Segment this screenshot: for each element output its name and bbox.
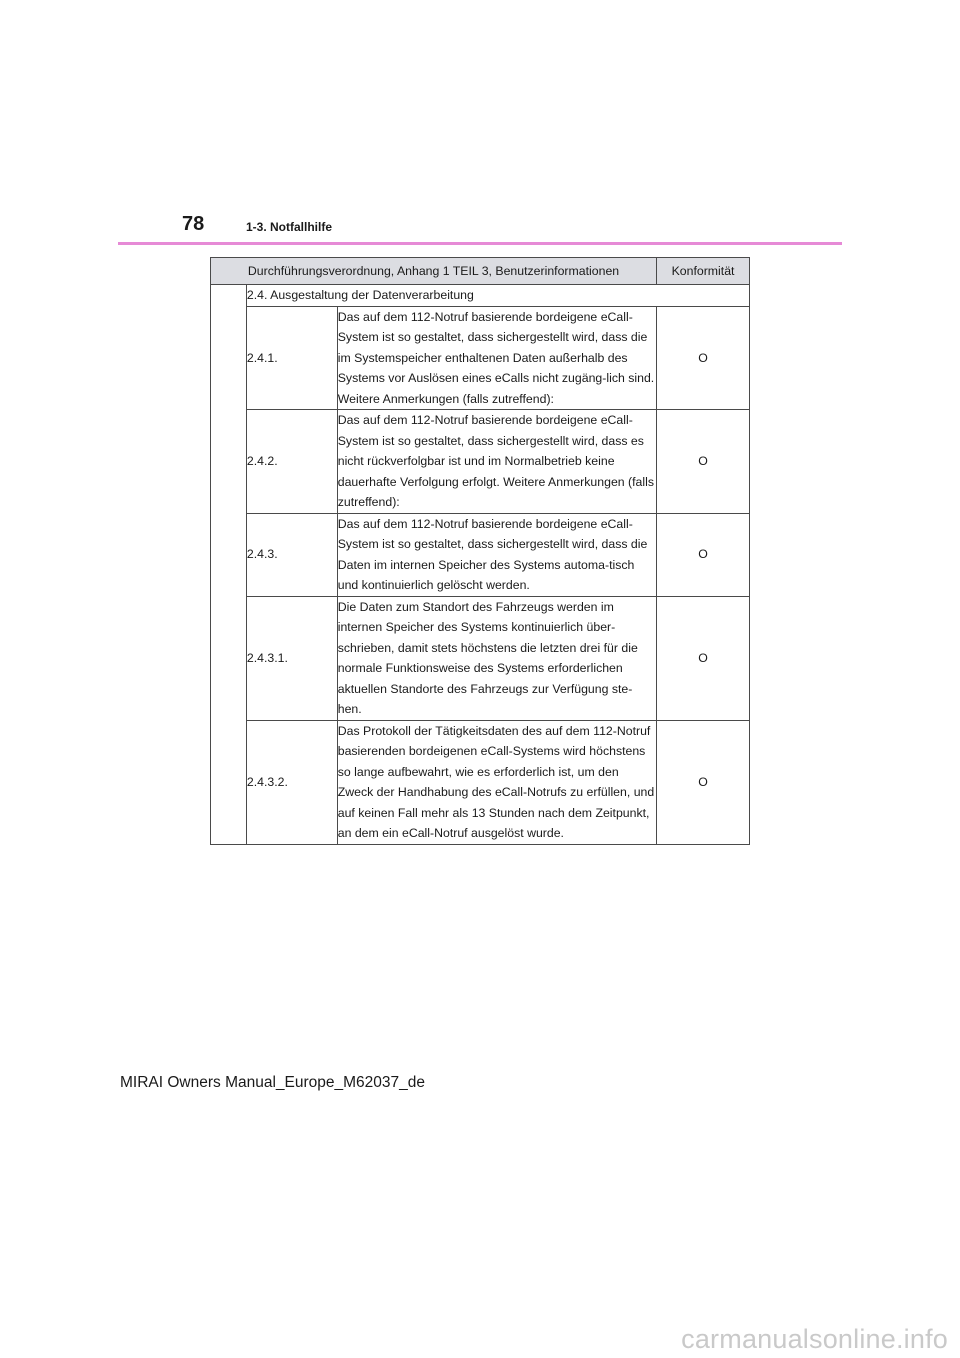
section-title: 1-3. Notfallhilfe xyxy=(246,220,333,234)
table-header-row xyxy=(211,258,750,285)
subsection-title: 2.4. Ausgestaltung der Datenverarbeitung xyxy=(246,285,749,307)
row-number: 2.4.3. xyxy=(246,513,337,596)
table-row xyxy=(211,720,750,844)
row-conformity: O xyxy=(657,720,750,844)
row-number: 2.4.1. xyxy=(246,306,337,410)
table-row xyxy=(211,410,750,514)
row-number: 2.4.3.2. xyxy=(246,720,337,844)
table-row xyxy=(211,285,750,307)
row-description: Die Daten zum Standort des Fahrzeugs werden im internen Speicher des Systems kontinuierlich über-schrieben, damit stets höchstens die letzten drei für die normale Funktionsweise des Systems erforderlichen aktuellen Standorte des Fahrzeugs zur Verfügung ste-hen. xyxy=(337,596,656,720)
table-indent-cell xyxy=(211,285,247,845)
table-header-conformity: Konformität xyxy=(657,258,750,285)
page-number: 78 xyxy=(182,213,205,235)
table-row xyxy=(211,596,750,720)
table-row xyxy=(211,513,750,596)
row-conformity: O xyxy=(657,513,750,596)
row-description: Das auf dem 112-Notruf basierende bordeigene eCall-System ist so gestaltet, dass sichergestellt wird, dass die Daten im internen Speicher des Systems automa-tisch und kontinuierlich gelöscht werden. xyxy=(337,513,656,596)
footer-manual-name: MIRAI Owners Manual_Europe_M62037_de xyxy=(120,1074,426,1091)
table-header-regulation: Durchführungsverordnung, Anhang 1 TEIL 3, Benutzerinformationen xyxy=(211,258,657,285)
header-divider xyxy=(118,242,842,245)
regulation-table xyxy=(210,257,750,845)
row-description: Das auf dem 112-Notruf basierende bordeigene eCall-System ist so gestaltet, dass sichergestellt wird, dass es nicht rückverfolgbar ist und im Normalbetrieb keine dauerhafte Verfolgung erfolgt. Weitere Anmerkungen (falls zutreffend): xyxy=(337,410,656,514)
watermark-logo: carmanualsonline.info xyxy=(681,1324,948,1354)
table-row xyxy=(211,306,750,410)
row-description: Das Protokoll der Tätigkeitsdaten des auf dem 112-Notruf basierenden bordeigenen eCall-Systems wird höchstens so lange aufbewahrt, wie es erforderlich ist, um den Zweck der Handhabung des eCall-Notrufs zu erfüllen, und auf keinen Fall mehr als 13 Stunden nach dem Zeitpunkt, an dem ein eCall-Notruf ausgelöst wurde. xyxy=(337,720,656,844)
row-conformity: O xyxy=(657,410,750,514)
row-conformity: O xyxy=(657,596,750,720)
row-conformity: O xyxy=(657,306,750,410)
row-number: 2.4.3.1. xyxy=(246,596,337,720)
row-description: Das auf dem 112-Notruf basierende bordeigene eCall-System ist so gestaltet, dass sichergestellt wird, dass die im Systemspeicher enthaltenen Daten außerhalb des Systems vor Auslösen eines eCalls nicht zugäng-lich sind. Weitere Anmerkungen (falls zutreffend): xyxy=(337,306,656,410)
row-number: 2.4.2. xyxy=(246,410,337,514)
